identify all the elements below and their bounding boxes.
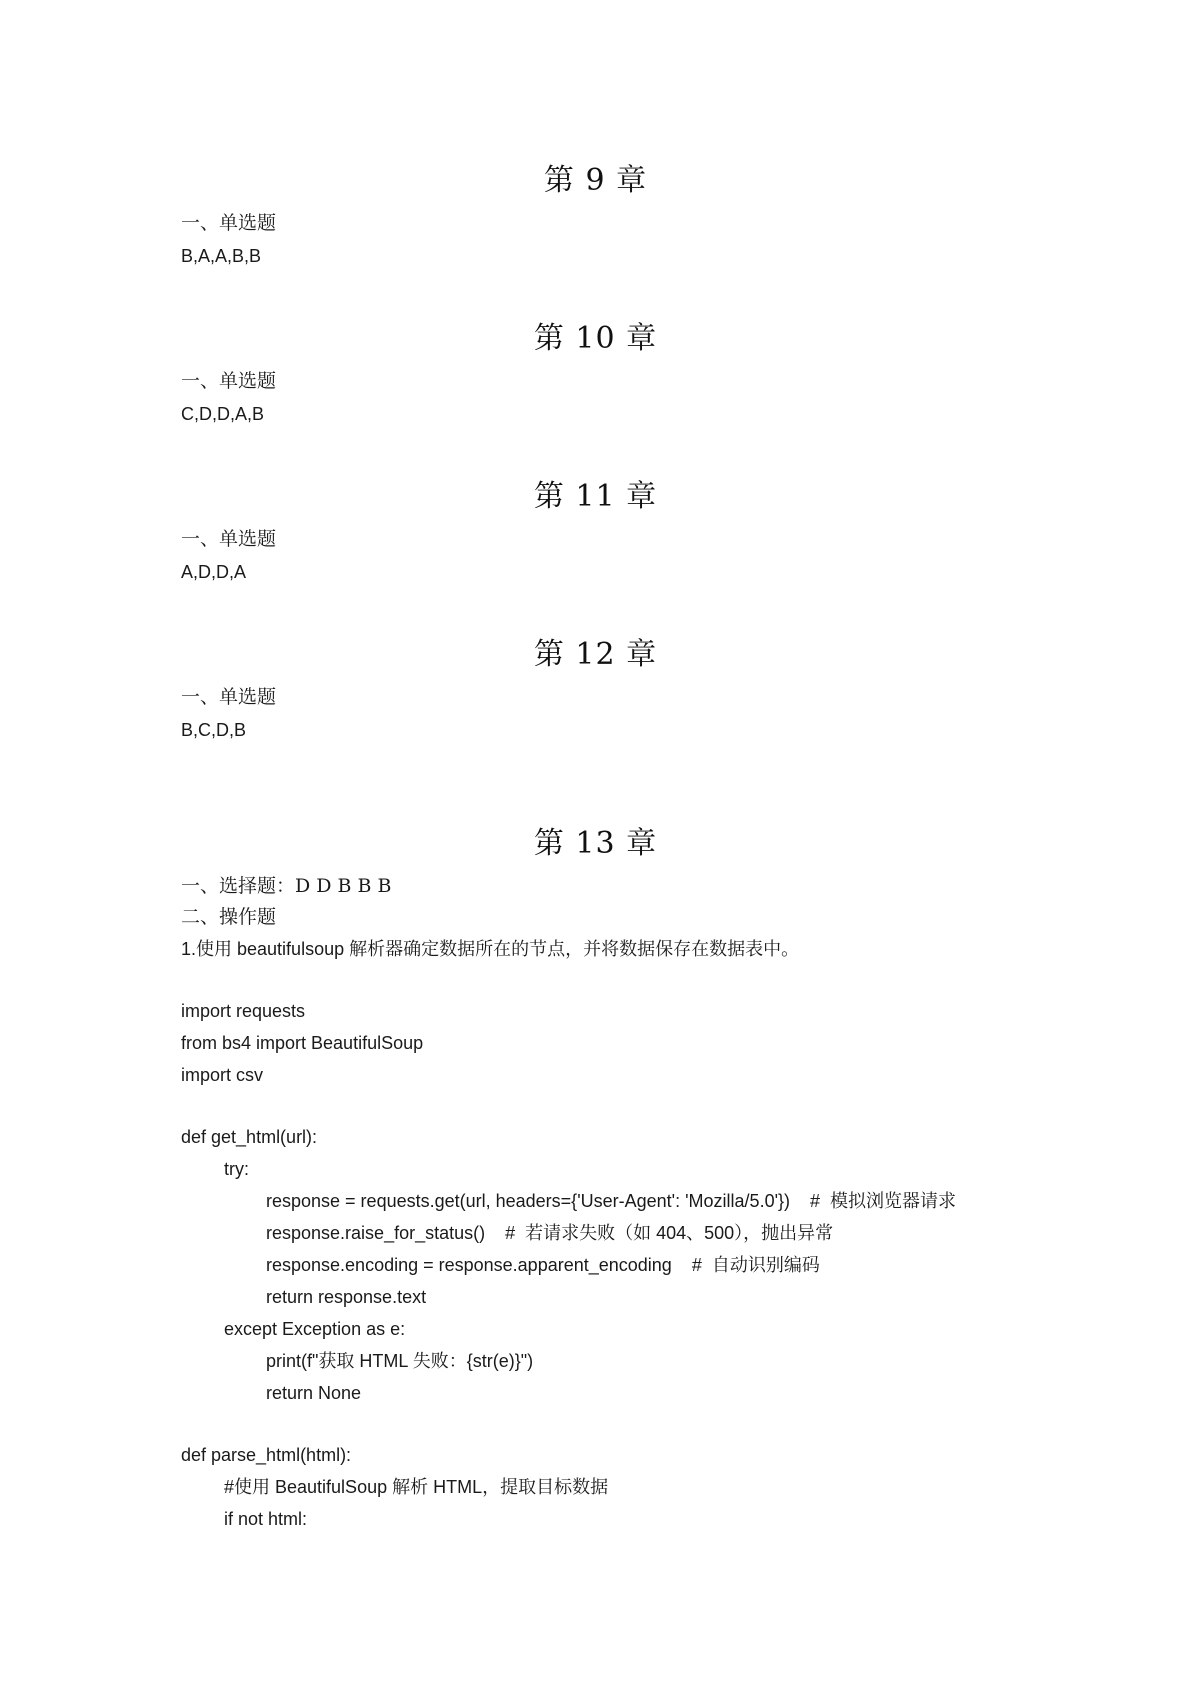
code-line: response.raise_for_status() # 若请求失败（如 404、500），抛出异常 <box>266 1223 834 1243</box>
chapter-13-choice-answers: 一、选择题：D D B B B <box>181 875 392 897</box>
chapter-12-answers: B,C,D,B <box>181 720 247 740</box>
chapter-10-section-heading: 一、单选题 <box>181 370 277 392</box>
chapter-11-title: 第 11 章 <box>533 479 658 514</box>
code-line: from bs4 import BeautifulSoup <box>181 1033 424 1053</box>
code-line: def get_html(url): <box>181 1127 318 1147</box>
chapter-10-title: 第 10 章 <box>533 321 658 356</box>
code-line: response = requests.get(url, headers={'User-Agent': 'Mozilla/5.0'}) # 模拟浏览器请求 <box>266 1191 957 1211</box>
code-line: if not html: <box>224 1509 308 1529</box>
chapter-13-practice-heading: 二、操作题 <box>181 906 277 928</box>
code-line: #使用 BeautifulSoup 解析 HTML，提取目标数据 <box>224 1477 609 1497</box>
chapter-13-title: 第 13 章 <box>533 826 658 861</box>
code-line: return None <box>266 1383 362 1403</box>
code-line: import requests <box>181 1001 306 1021</box>
chapter-11-section-heading: 一、单选题 <box>181 528 277 550</box>
chapter-13-task: 1.使用 beautifulsoup 解析器确定数据所在的节点，并将数据保存在数据表中。 <box>181 939 800 959</box>
code-line: return response.text <box>266 1287 427 1307</box>
code-line: import csv <box>181 1065 264 1085</box>
chapter-12-section-heading: 一、单选题 <box>181 686 277 708</box>
code-line: response.encoding = response.apparent_encoding # 自动识别编码 <box>266 1255 820 1275</box>
chapter-11-answers: A,D,D,A <box>181 562 247 582</box>
code-line: try: <box>224 1159 249 1179</box>
code-line: def parse_html(html): <box>181 1445 352 1465</box>
chapter-12-title: 第 12 章 <box>533 637 658 672</box>
code-line: print(f"获取 HTML 失败：{str(e)}") <box>266 1351 534 1371</box>
chapter-9-section-heading: 一、单选题 <box>181 212 277 234</box>
code-line: except Exception as e: <box>224 1319 406 1339</box>
chapter-10-answers: C,D,D,A,B <box>181 404 265 424</box>
chapter-9-answers: B,A,A,B,B <box>181 246 262 266</box>
chapter-9-title: 第 9 章 <box>543 163 648 198</box>
